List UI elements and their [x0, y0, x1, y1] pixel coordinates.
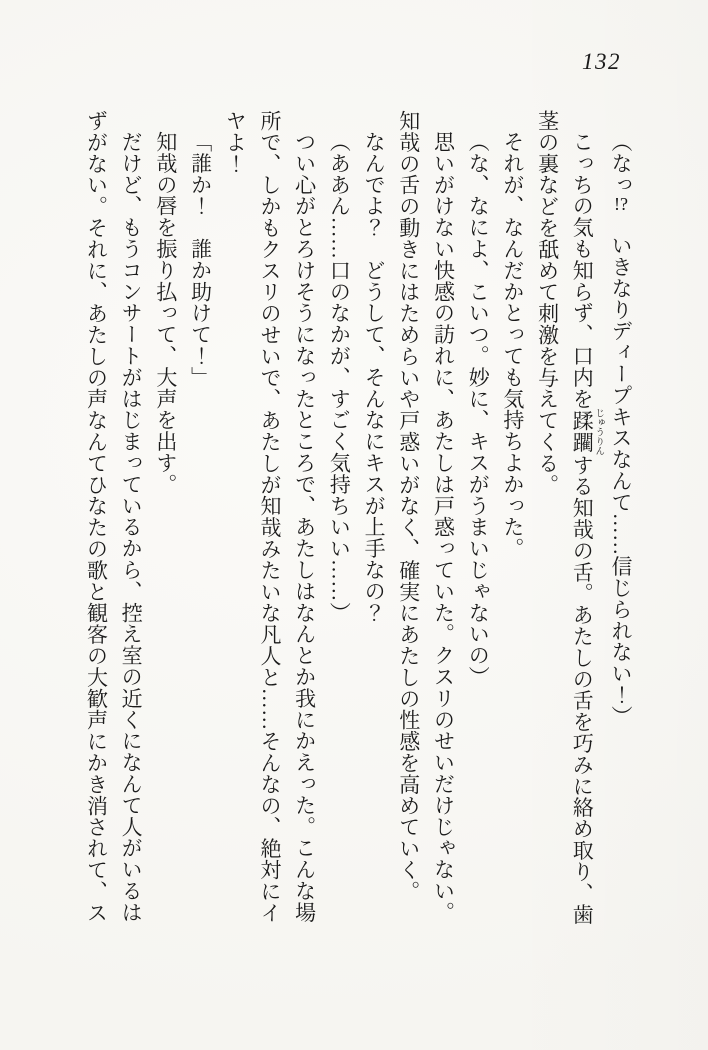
paragraph-9: 「誰か！ 誰か助けて！」 [188, 131, 213, 388]
paragraph-5: 思いがけない快感の訪れに、あたしは戸惑っていた。クスリのせいだけじゃない。知哉の舌の動きにはためらいや戸惑いがなく、確実にあたしの性感を高めていく。 [396, 110, 456, 923]
paragraph-4: （な、なによ、こいつ。妙に、キスがうまいじゃないの） [466, 131, 491, 688]
paragraph-1: （なっ!? いきなりディープキスなんて……信じられない！） [609, 131, 633, 727]
tate-chu-yoko: !? [614, 195, 628, 214]
paragraph-8: つい心がとろけそうになったところで、あたしはなんとか我にかえった。こんな場所で、しかもクスリのせいで、あたしが知哉みたいな凡人と……そんなの、絶対にイヤよ！ [223, 110, 317, 924]
paragraph-3: それが、なんだかとっても気持ちよかった。 [500, 131, 525, 559]
page-number: 132 [582, 49, 621, 74]
text-block [79, 110, 638, 926]
ruby-annotation: 蹂躙 じゅうりん [570, 408, 604, 456]
paragraph-7: （ああん……口のなかが、すごく気持ちいい……） [327, 131, 352, 624]
paragraph-6: なんでよ？ どうして、そんなにキスが上手なの？ [362, 131, 387, 624]
paragraph-10: 知哉の唇を振り払って、大声を出す。 [153, 131, 178, 495]
paragraph-11: だけど、もうコンサートがはじまっているから、控え室の近くになんて人がいるはずがない。それに、あたしの声なんてひなたの歌と観客の大歓声にかき消されて、ス [84, 110, 144, 924]
paragraph-2: こっちの気も知らず、口内を蹂躙 じゅうりんする知哉の舌。あたしの舌を巧みに絡め取り、歯茎の裏などを舐めて刺激を与えてくる。 [535, 110, 604, 926]
